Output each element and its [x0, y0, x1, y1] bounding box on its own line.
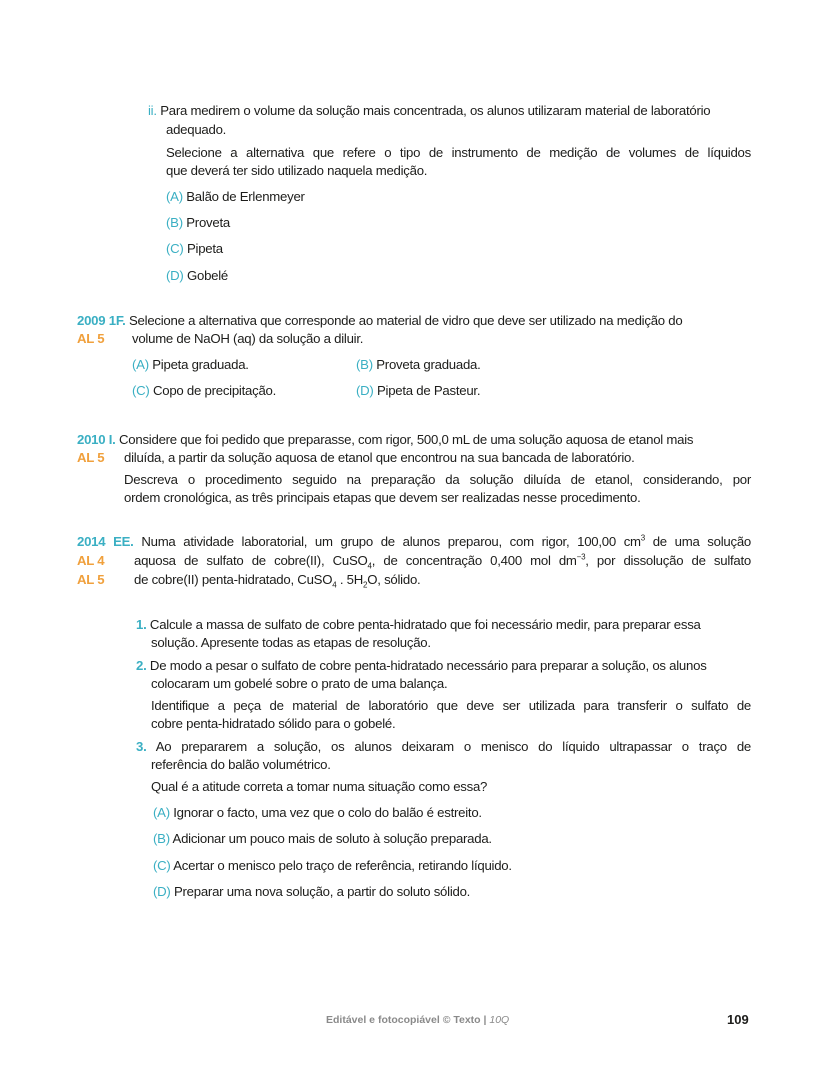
question-2014-line2	[134, 551, 751, 570]
item-3-line1	[136, 737, 751, 756]
option-b	[356, 355, 481, 374]
option-b	[153, 829, 492, 848]
option-text: Pipeta	[186, 241, 223, 256]
item-number: 3.	[136, 739, 147, 754]
footer-book: 10Q	[489, 1014, 510, 1026]
option-c	[132, 381, 276, 400]
option-b	[166, 213, 230, 232]
option-letter: (C)	[132, 383, 150, 398]
option-letter: (B)	[166, 215, 183, 230]
option-letter: (D)	[166, 268, 184, 283]
superscript: 3	[640, 533, 645, 543]
question-text	[141, 534, 751, 549]
option-d	[356, 381, 480, 400]
question-text: Selecione a alternativa que corresponde ao material de vidro que deve ser utilizado na medição do	[129, 313, 683, 328]
exam-code: 2009 1F.	[77, 313, 126, 328]
al-tag: AL 5	[77, 331, 105, 346]
superscript: −3	[576, 552, 586, 562]
text-part: , de concentração 0,400 mol dm	[371, 553, 577, 568]
question-text: Para medirem o volume da solução mais concentrada, os alunos utilizaram material de laboratório	[160, 103, 711, 118]
option-text: Adicionar um pouco mais de soluto à solução preparada.	[172, 831, 492, 846]
option-a	[132, 355, 249, 374]
option-c	[166, 239, 223, 258]
option-a	[153, 803, 482, 822]
text-part: . 5H	[336, 572, 364, 587]
text-part: aquosa de sulfato de cobre(II), CuSO	[134, 553, 368, 568]
question-2010-line2: diluída, a partir da solução aquosa de etanol que encontrou na sua bancada de laboratório.	[124, 450, 635, 465]
option-text: Balão de Erlenmeyer	[186, 189, 305, 204]
item-1-line1	[136, 615, 701, 634]
option-text: Ignorar o facto, uma vez que o colo do balão é estreito.	[173, 805, 482, 820]
question-2014-line3	[134, 570, 420, 589]
exam-code: 2014 EE.	[77, 534, 134, 549]
footer-copyright	[326, 1014, 509, 1026]
option-text: Proveta	[186, 215, 230, 230]
question-2010-line4: ordem cronológica, as três principais etapas que devem ser realizadas nesse procedimento.	[124, 490, 641, 505]
option-letter: (C)	[166, 241, 184, 256]
option-text: Proveta graduada.	[376, 357, 481, 372]
question-ii-line4: que deverá ter sido utilizado naquela medição.	[166, 163, 428, 178]
footer-text: Editável e fotocopiável © Texto |	[326, 1014, 490, 1026]
option-letter: (A)	[166, 189, 183, 204]
option-a	[166, 187, 305, 206]
item-2-line2: colocaram um gobelé sobre o prato de uma balança.	[151, 676, 448, 691]
option-text: Acertar o menisco pelo traço de referência, retirando líquido.	[173, 858, 512, 873]
text-part: O, sólido.	[367, 572, 421, 587]
option-text: Pipeta de Pasteur.	[376, 383, 481, 398]
question-2009-line1	[77, 311, 682, 330]
item-text: Ao prepararem a solução, os alunos deixaram o menisco do líquido ultrapassar o traço de	[155, 739, 751, 754]
question-ii-line3: Selecione a alternativa que refere o tipo de instrumento de medição de volumes de líquidos	[166, 145, 751, 160]
option-d	[153, 882, 470, 901]
al-tag: AL 4	[77, 553, 105, 568]
item-2-line1	[136, 656, 707, 675]
item-number: 1.	[136, 617, 147, 632]
al-tag: AL 5	[77, 450, 105, 465]
item-text: De modo a pesar o sulfato de cobre penta-hidratado necessário para preparar a solução, os alunos	[149, 658, 707, 673]
item-1-line2: solução. Apresente todas as etapas de resolução.	[151, 635, 431, 650]
item-3-line2: referência do balão volumétrico.	[151, 757, 331, 772]
item-text: Calcule a massa de sulfato de cobre penta-hidratado que foi necessário medir, para preparar essa	[149, 617, 701, 632]
option-letter: (C)	[153, 858, 171, 873]
option-text: Copo de precipitação.	[152, 383, 277, 398]
text-part: de cobre(II) penta-hidratado, CuSO	[134, 572, 333, 587]
exam-code: 2010 I.	[77, 432, 116, 447]
item-number: 2.	[136, 658, 147, 673]
option-c	[153, 856, 512, 875]
question-2009-line2: volume de NaOH (aq) da solução a diluir.	[132, 331, 364, 346]
al-tag: AL 5	[77, 572, 105, 587]
question-text: Considere que foi pedido que preparasse, com rigor, 500,0 mL de uma solução aquosa de etanol mais	[119, 432, 694, 447]
option-letter: (A)	[132, 357, 149, 372]
item-3-line3: Qual é a atitude correta a tomar numa situação como essa?	[151, 779, 488, 794]
text-part: Numa atividade laboratorial, um grupo de alunos preparou, com rigor, 100,00 cm	[141, 534, 641, 549]
item-2-line4: cobre penta-hidratado sólido para o gobelé.	[151, 716, 396, 731]
option-letter: (A)	[153, 805, 170, 820]
text-part: de uma solução	[644, 534, 751, 549]
item-2-line3: Identifique a peça de material de laboratório que deve ser utilizada para transferir o sulfato de	[151, 698, 751, 713]
option-d	[166, 266, 228, 285]
subscript: 4	[367, 561, 372, 571]
subscript: 4	[332, 580, 337, 590]
page-number: 109	[727, 1012, 749, 1027]
option-letter: (B)	[356, 357, 373, 372]
option-text: Preparar uma nova solução, a partir do soluto sólido.	[173, 884, 471, 899]
option-letter: (D)	[356, 383, 374, 398]
question-2010-line1	[77, 430, 693, 449]
subscript: 2	[363, 580, 368, 590]
question-ii-line2: adequado.	[166, 122, 227, 137]
text-part: , por dissolução de sulfato	[585, 553, 752, 568]
option-text: Pipeta graduada.	[152, 357, 249, 372]
option-letter: (B)	[153, 831, 170, 846]
question-number: ii.	[148, 103, 157, 118]
question-ii-line1	[148, 101, 710, 120]
question-2010-line3: Descreva o procedimento seguido na preparação da solução diluída de etanol, considerando, por	[124, 472, 751, 487]
option-text: Gobelé	[186, 268, 229, 283]
question-2014-line1	[77, 532, 751, 551]
option-letter: (D)	[153, 884, 171, 899]
